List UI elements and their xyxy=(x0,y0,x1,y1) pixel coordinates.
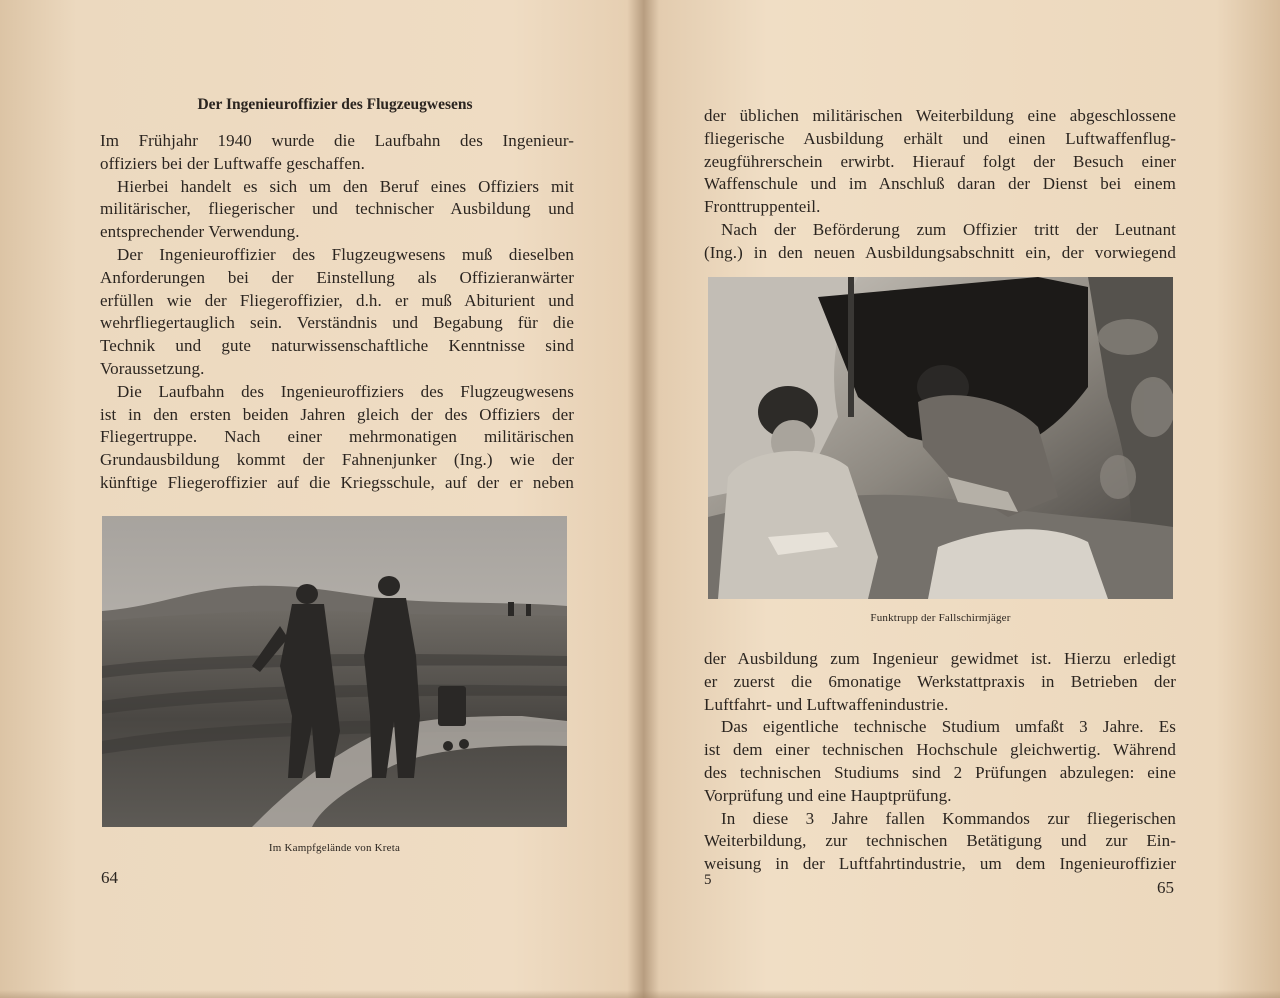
text-line: der üblichen militärischen Weiterbildung eine abgeschlossene xyxy=(704,106,1176,125)
text-line: künftige Fliegeroffizier auf die Kriegsschule, auf der er neben xyxy=(100,472,574,492)
text-line: In diese 3 Jahre fallen Kommandos zur fliegerischen xyxy=(721,808,1176,828)
text-line: Technik und gute naturwissenschaftliche Kenntnisse sind xyxy=(100,336,574,356)
photo-crete-terrain xyxy=(102,516,567,827)
photo-crete-image xyxy=(102,516,567,827)
text-line: wehrfliegertauglich sein. Verständnis und Begabung für die xyxy=(100,313,574,333)
section-heading: Der Ingenieuroffizier des Flugzeugwesens xyxy=(197,96,473,113)
text-line: Grundausbildung kommt der Fahnenjunker (Ing.) wie der xyxy=(100,450,574,470)
text-line: erfüllen wie der Fliegeroffizier, d.h. er muß Abiturient und xyxy=(100,290,574,310)
text-line: Luftfahrt- und Luftwaffenindustrie. xyxy=(704,694,949,714)
left-body-text xyxy=(100,130,574,495)
text-line: Voraussetzung. xyxy=(100,358,205,378)
photo-caption: Im Kampfgelände von Kreta xyxy=(268,842,401,854)
photo-radio-team xyxy=(708,277,1173,599)
text-line: er zuerst die 6monatige Werkstattpraxis in Betrieben der xyxy=(704,671,1176,691)
text-line: des technischen Studiums sind 2 Prüfungen abzulegen: eine xyxy=(704,762,1176,782)
text-line: Hierbei handelt es sich um den Beruf eines Offiziers mit xyxy=(117,176,574,196)
text-line: (Ing.) in den neuen Ausbildungsabschnitt ein, der vorwiegend xyxy=(704,242,1176,262)
photo-caption: Funktrupp der Fallschirmjäger xyxy=(870,612,1011,624)
text-line: offiziers bei der Luftwaffe geschaffen. xyxy=(100,153,365,173)
right-body-text-bottom xyxy=(704,648,1176,876)
text-line: Fliegertruppe. Nach einer mehrmonatigen militärischen xyxy=(100,427,574,447)
text-line: Vorprüfung und eine Hauptprüfung. xyxy=(704,785,952,805)
text-line: Anforderungen bei der Einstellung als Offizieranwärter xyxy=(100,267,574,287)
text-line: Das eigentliche technische Studium umfaßt 3 Jahre. Es xyxy=(721,717,1176,737)
text-line: Die Laufbahn des Ingenieuroffiziers des Flugzeugwesens xyxy=(117,381,574,401)
text-line: entsprechender Verwendung. xyxy=(100,222,300,242)
signature-mark: 5 xyxy=(704,872,712,888)
text-line: zeugführerschein erwirbt. Hierauf folgt der Besuch einer xyxy=(704,151,1176,171)
text-line: Im Frühjahr 1940 wurde die Laufbahn des Ingenieur- xyxy=(100,131,574,150)
text-line: fliegerische Ausbildung erhält und einen Luftwaffenflug- xyxy=(704,128,1176,148)
text-line: der Ausbildung zum Ingenieur gewidmet ist. Hierzu erledigt xyxy=(704,649,1176,668)
text-line: ist dem einer technischen Hochschule gleichwertig. Während xyxy=(704,740,1176,760)
page-number: 65 xyxy=(1157,878,1174,897)
right-body-text-top xyxy=(704,105,1176,265)
text-line: ist in den ersten beiden Jahren gleich der des Offiziers der xyxy=(100,404,574,424)
right-page xyxy=(640,0,1280,998)
photo-radio-team-image xyxy=(708,277,1173,599)
page-number: 64 xyxy=(101,868,118,887)
text-line: Fronttruppenteil. xyxy=(704,197,821,217)
text-line: Der Ingenieuroffizier des Flugzeugwesens muß dieselben xyxy=(117,244,574,264)
text-line: Nach der Beförderung zum Offizier tritt der Leutnant xyxy=(721,219,1176,239)
text-line: weisung in der Luftfahrtindustrie, um dem Ingenieuroffizier xyxy=(704,854,1176,874)
text-line: Weiterbildung, zur technischen Betätigung und zur Ein- xyxy=(704,831,1176,851)
text-line: militärischer, fliegerischer und technischer Ausbildung und xyxy=(100,199,574,219)
text-line: Waffenschule und im Anschluß daran der Dienst bei einem xyxy=(704,174,1176,194)
